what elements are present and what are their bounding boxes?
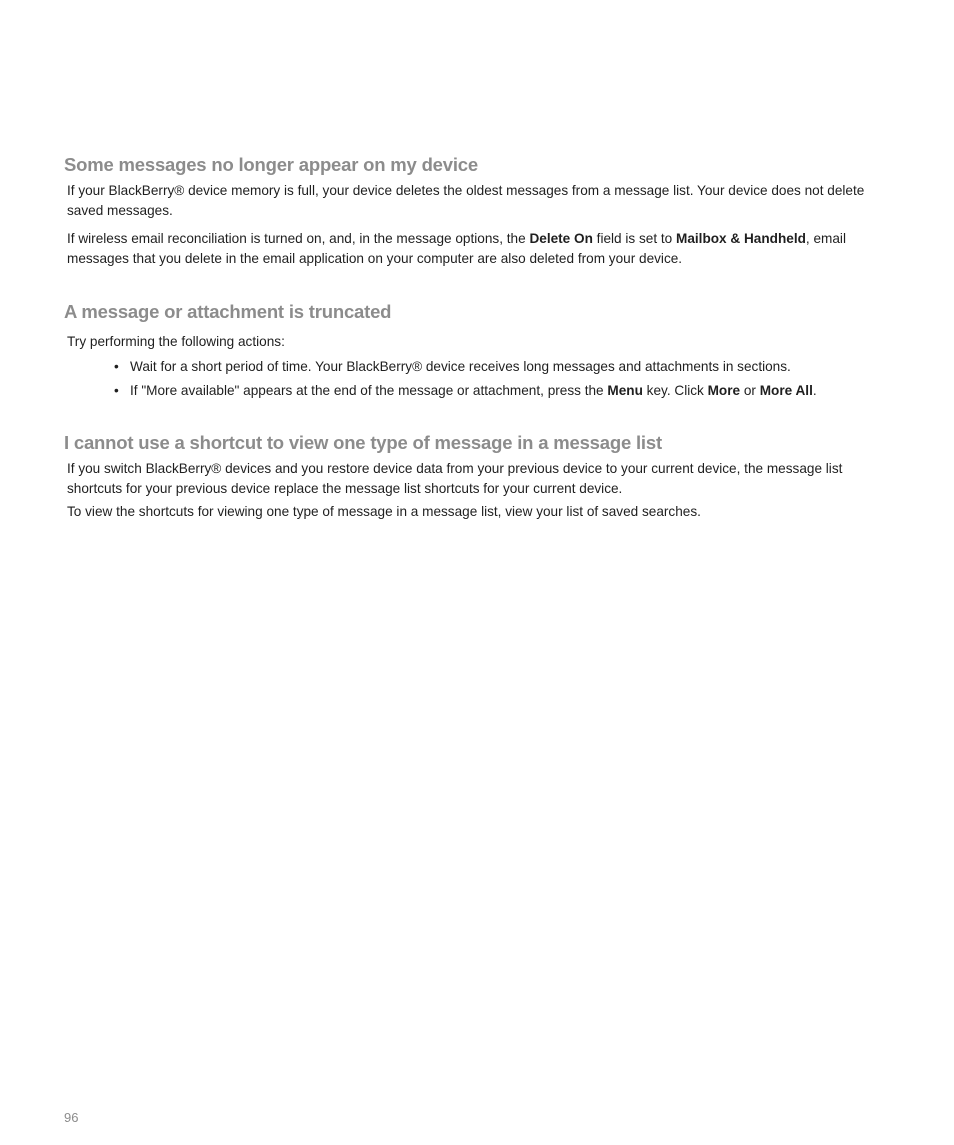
page-number: 96	[64, 1110, 79, 1125]
paragraph	[64, 229, 894, 268]
text-run: key. Click	[642, 382, 708, 398]
text-run: If wireless email reconciliation is turned on, and, in the message options, the	[67, 231, 530, 246]
key-name-menu: Menu	[607, 382, 643, 398]
list-item	[64, 357, 894, 377]
paragraph: Try performing the following actions:	[67, 334, 285, 349]
text-run: field is set to	[592, 231, 677, 246]
section-messages-disappear	[64, 154, 894, 268]
bullet-list	[64, 357, 894, 401]
text-run: Wait for a short period of time. Your BlackBerry® device receives long messages and attachments in sections.	[130, 358, 791, 374]
text-run: .	[812, 382, 817, 398]
paragraph: If you switch BlackBerry® devices and you restore device data from your previous device to your current device, the message list shortcuts for your previous device replace the message list shortcuts for your current device.	[67, 461, 843, 496]
section-shortcut-issue	[64, 432, 894, 522]
field-name-delete-on: Delete On	[529, 231, 593, 246]
section-heading: A message or attachment is truncated	[64, 301, 392, 322]
section-heading: I cannot use a shortcut to view one type of message in a message list	[64, 432, 662, 453]
list-item	[64, 381, 894, 401]
bullet-icon: •	[114, 382, 119, 398]
text-run: If "More available" appears at the end of the message or attachment, press the	[130, 382, 608, 398]
paragraph: To view the shortcuts for viewing one type of message in a message list, view your list of saved searches.	[67, 504, 701, 519]
paragraph: If your BlackBerry® device memory is full, your device deletes the oldest messages from a message list. Your device does not delete saved messages.	[67, 183, 865, 218]
text-run: , email messages that you delete in the email application on your computer are also deleted from your device.	[67, 231, 846, 266]
section-message-truncated	[64, 301, 894, 405]
text-run: or	[740, 382, 760, 398]
menu-item-more: More	[707, 382, 741, 398]
option-mailbox-handheld: Mailbox & Handheld	[676, 231, 806, 246]
section-heading: Some messages no longer appear on my device	[64, 154, 478, 175]
bullet-icon: •	[114, 358, 119, 374]
menu-item-more-all: More All	[759, 382, 813, 398]
